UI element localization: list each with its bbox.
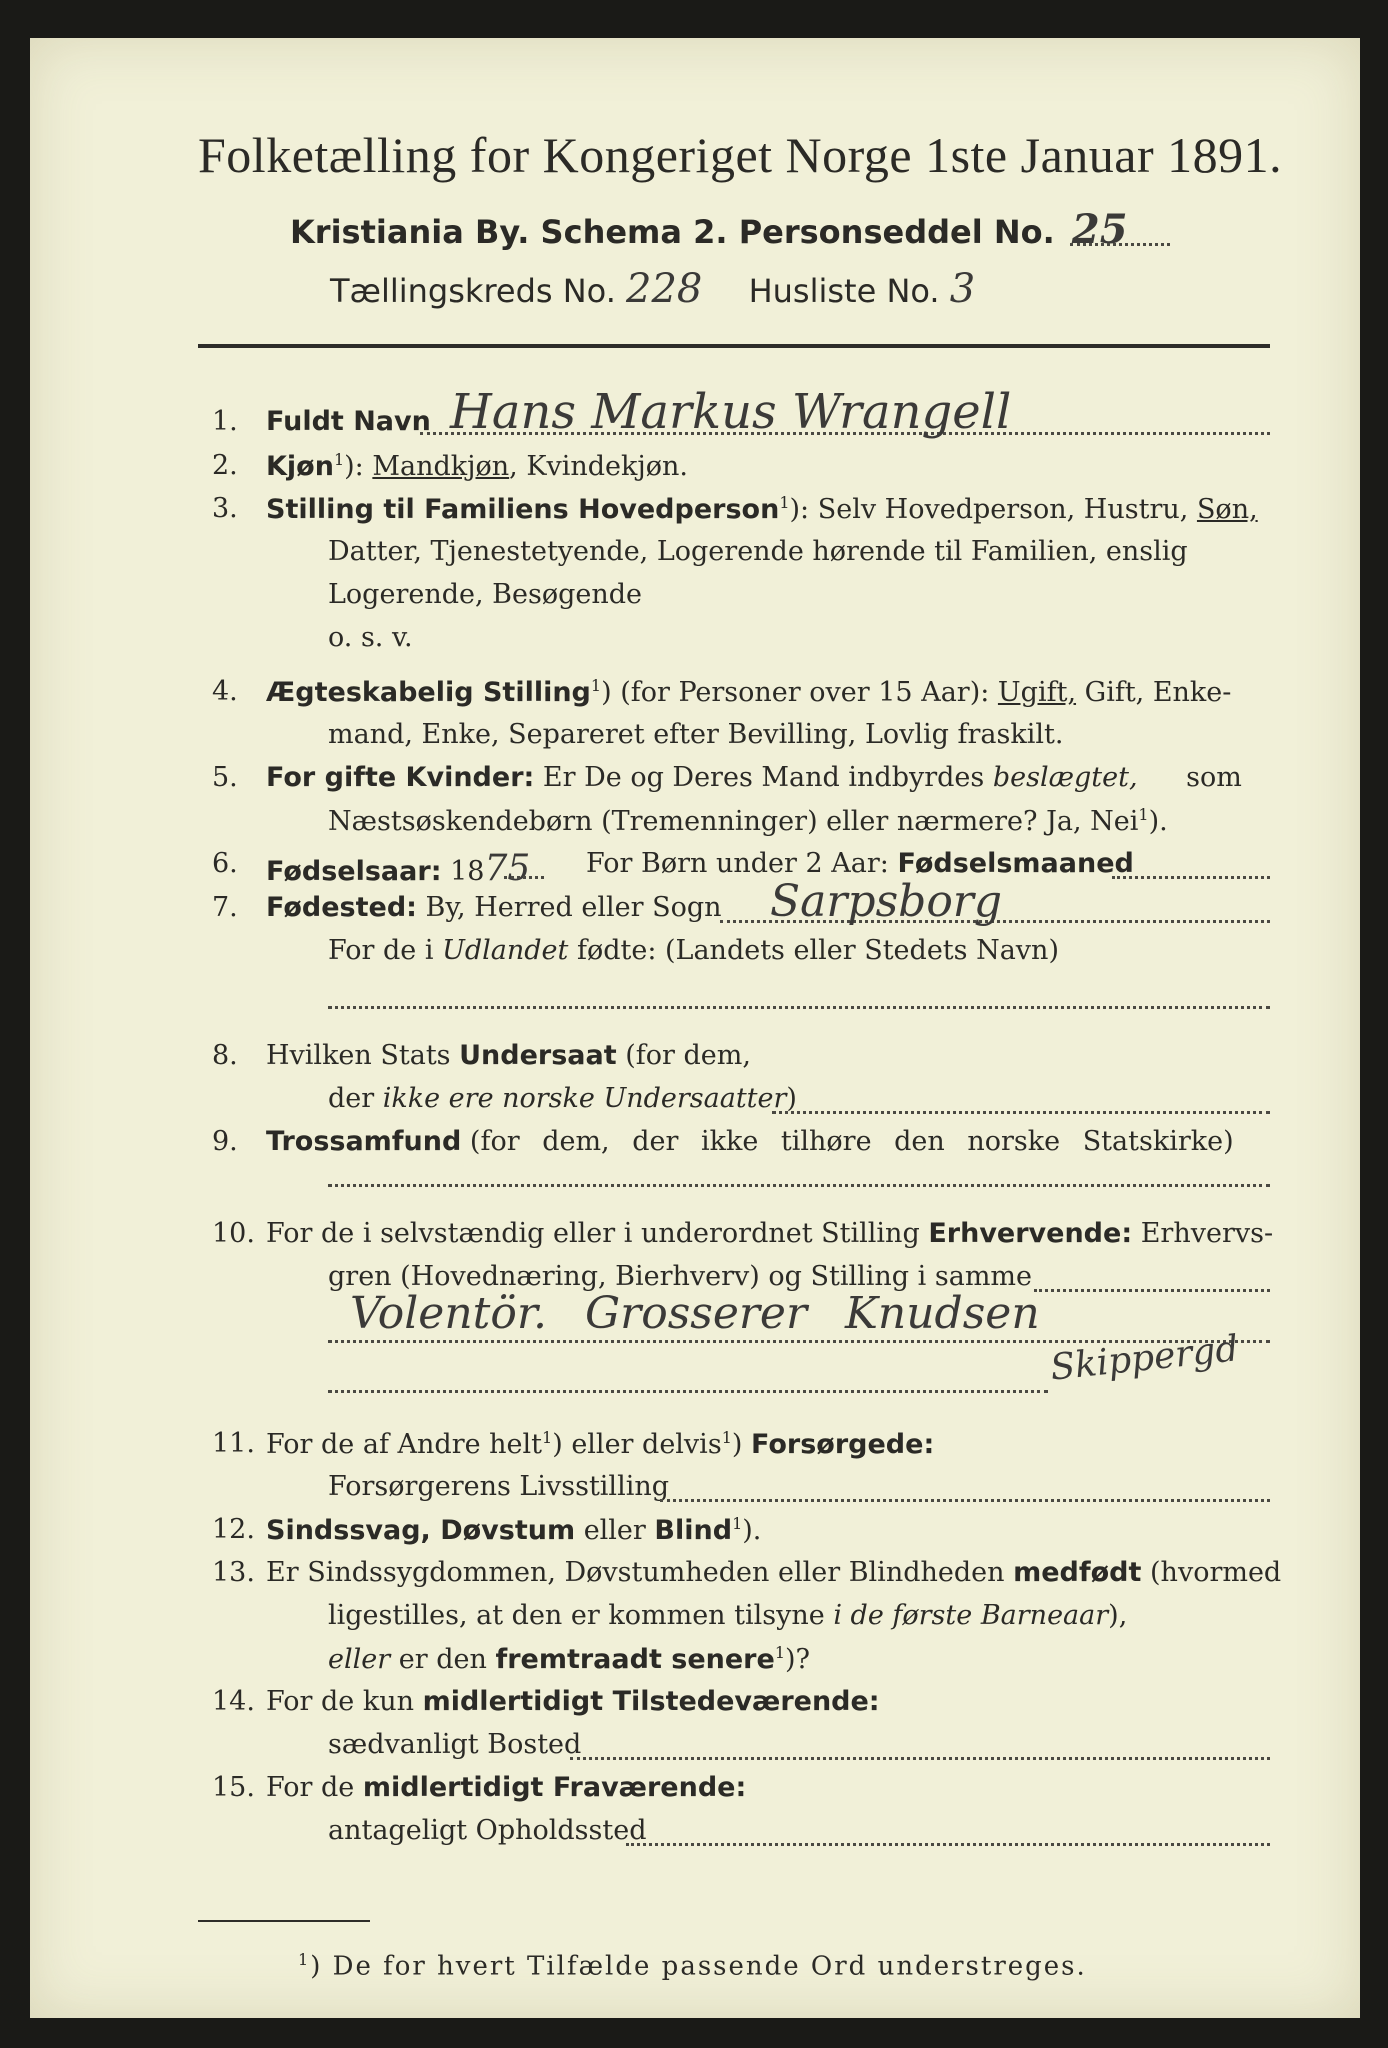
- row-fravaerende: [266, 1772, 746, 1803]
- footnote-mark: 1: [333, 450, 345, 469]
- footnote-rule: [198, 1920, 370, 1922]
- fravaer-line2: antageligt Opholdssted: [328, 1815, 647, 1846]
- fill-line: [1034, 1289, 1270, 1292]
- option-ugift-selected: Ugift,: [997, 677, 1077, 708]
- option-mandkjon-selected: Mandkjøn: [372, 451, 510, 482]
- fill-line: [504, 876, 544, 879]
- form-title: Folketælling for Kongeriget Norge 1ste Januar 1891.: [198, 127, 1283, 183]
- forsorg-text-c: ): [731, 1429, 743, 1460]
- year-prefix: 18: [450, 856, 485, 887]
- schema-line: [290, 206, 1128, 253]
- stilling-options: ): Selv Hovedperson, Hustru,: [789, 494, 1189, 525]
- label-fravaerende: midlertidigt Fraværende:: [362, 1772, 747, 1803]
- item-number: 1.: [212, 406, 238, 437]
- trossamfund-text: (for dem, der ikke tilhøre den norske Statskirke): [469, 1126, 1234, 1157]
- label-forsorgede: Forsørgede:: [751, 1429, 935, 1460]
- undersaat-line2: [328, 1083, 797, 1114]
- aegteskab-line2: mand, Enke, Separeret efter Bevilling, Lovlig fraskilt.: [328, 719, 1064, 750]
- row-fodselsaar: [266, 848, 530, 889]
- row-aegteskab: [266, 676, 1231, 708]
- medfodt-line2-end: ),: [1108, 1600, 1128, 1631]
- label-fuldt-navn: Fuldt Navn: [266, 406, 431, 437]
- label-aegteskab: Ægteskabelig Stilling: [266, 677, 591, 708]
- tilstede-text: For de kun: [266, 1686, 414, 1717]
- item-number: 4.: [212, 676, 238, 707]
- item-number: 11.: [212, 1428, 255, 1459]
- label-trossamfund: Trossamfund: [266, 1126, 462, 1157]
- row-fodested: [266, 892, 722, 923]
- fill-line: [328, 1006, 1270, 1009]
- medfodt-line3-end: )?: [785, 1644, 811, 1675]
- fill-line: [570, 1757, 1270, 1760]
- kreds-line: [330, 266, 975, 312]
- option-son-selected: Søn,: [1196, 494, 1258, 525]
- footnote-mark: 1: [721, 1428, 732, 1447]
- item-number: 8.: [212, 1040, 238, 1071]
- husliste-label: Husliste No.: [748, 272, 940, 310]
- row-erhvervende: [266, 1218, 1273, 1249]
- fill-line: [1112, 876, 1270, 879]
- row-stilling: [266, 493, 1258, 525]
- stilling-line2: Datter, Tjenestetyende, Logerende hørende til Familien, enslig: [328, 536, 1188, 567]
- undersaat-close: ): [786, 1083, 797, 1114]
- label-blind: Blind: [654, 1515, 733, 1546]
- item-number: 7.: [212, 892, 238, 923]
- gifte-line2: Næstsøskendebørn (Tremenninger) eller nærmere? Ja, Nei$^1$).: [328, 805, 1168, 837]
- footnote-mark: 1: [732, 1514, 743, 1533]
- undersaat-der: der: [328, 1083, 375, 1114]
- item-number: 2.: [212, 450, 238, 481]
- label-fodselsaar: Fødselsaar:: [266, 856, 442, 887]
- medfodt-text: Er Sindssygdommen, Døvstumheden eller Blindheden: [266, 1557, 1005, 1588]
- label-tilstede: midlertidigt Tilstedeværende:: [422, 1686, 880, 1717]
- medfodt-eller: eller: [328, 1644, 391, 1675]
- gifte-text-end: som: [1186, 762, 1242, 793]
- label-stilling: Stilling til Familiens Hovedperson: [266, 494, 780, 525]
- label-sindssvag: Sindssvag, Døvstum: [266, 1515, 576, 1546]
- footnote-mark: 1: [779, 493, 790, 512]
- item-number: 10.: [212, 1218, 255, 1249]
- gifte-text: Er De og Deres Mand indbyrdes: [542, 762, 985, 793]
- medfodt-line2: [328, 1600, 1127, 1631]
- row-sindssvag: [266, 1514, 761, 1546]
- taellingskreds-label: Tællingskreds No.: [330, 272, 616, 310]
- gifte-line2-text: Næstsøskendebørn (Tremenninger) eller nærmere? Ja, Nei: [328, 806, 1139, 837]
- header-rule: [198, 344, 1270, 348]
- footnote-mark: 1: [590, 676, 602, 695]
- stilling-line3: Logerende, Besøgende: [328, 579, 642, 610]
- footnote-mark: 1: [542, 1428, 553, 1447]
- personseddel-dots: [1070, 243, 1170, 246]
- erhverv-text-end: Erhvervs-: [1140, 1218, 1274, 1249]
- item-number: 13.: [212, 1557, 255, 1588]
- label-fremtraadt: fremtraadt senere: [495, 1644, 775, 1675]
- item-number: 14.: [212, 1686, 255, 1717]
- options-rest: , Kvindekjøn.: [509, 451, 688, 482]
- medfodt-text-end: (hvormed: [1150, 1557, 1282, 1588]
- row-gifte-kvinder: [266, 762, 1242, 793]
- medfodt-line3: eller er den fremtraadt senere$^1$)?: [328, 1643, 811, 1675]
- fill-line: [328, 1390, 1048, 1393]
- label-undersaat: Undersaat: [459, 1040, 617, 1071]
- fodested-line2: [328, 935, 1059, 966]
- undersaat-text-end: (for dem,: [625, 1040, 751, 1071]
- row-kjon: Kjøn$^1$): Mandkjøn, Kvindekjøn.: [266, 450, 688, 482]
- husliste-number: 3: [949, 266, 976, 312]
- value-birth-year: 75: [484, 848, 531, 889]
- item-number: 12.: [212, 1514, 255, 1545]
- aegteskab-text: ) (for Personer over 15 Aar):: [601, 677, 990, 708]
- census-form: [30, 38, 1360, 2018]
- row-undersaat: [266, 1040, 751, 1071]
- tilstede-line2: sædvanligt Bosted: [328, 1729, 582, 1760]
- value-occupation: Volentör. Grosserer Knudsen: [350, 1288, 1040, 1339]
- fravaer-text: For de: [266, 1772, 355, 1803]
- label-kjon: Kjøn: [266, 451, 334, 482]
- forsorg-text-b: ) eller delvis: [552, 1429, 722, 1460]
- fodsel-mid-text: For Børn under 2 Aar:: [586, 848, 889, 879]
- gifte-line2-end: ).: [1148, 806, 1168, 837]
- label-medfodt: medfødt: [1013, 1557, 1142, 1588]
- schema-line-text: Kristiania By. Schema 2. Personseddel No.: [290, 213, 1055, 251]
- medfodt-line3-text: er den: [398, 1644, 487, 1675]
- fill-line: [328, 1184, 1270, 1187]
- udland-text: For de i: [328, 935, 434, 966]
- label-fodselsmaaned: Fødselsmaaned: [897, 848, 1134, 879]
- erhverv-line2: gren (Hovednæring, Bierhverv) og Stilling i samme: [328, 1261, 1033, 1292]
- sindssvag-eller: eller: [583, 1515, 646, 1546]
- label-fodested: Fødested:: [266, 892, 417, 923]
- label-erhvervende: Erhvervende:: [928, 1218, 1133, 1249]
- item-number: 9.: [212, 1126, 238, 1157]
- personseddel-number: 25: [1071, 206, 1128, 253]
- taellingskreds-number: 228: [626, 266, 703, 312]
- row-fodselsmaaned: [586, 848, 1134, 879]
- erhverv-text: For de i selvstændig eller i underordnet Stilling: [266, 1218, 920, 1249]
- fill-line: [772, 1111, 1270, 1114]
- footnote: [298, 1950, 1087, 1982]
- undersaat-italic: ikke ere norske Undersaatter: [382, 1083, 787, 1114]
- aegteskab-rest: Gift, Enke-: [1084, 677, 1232, 708]
- value-birthplace: Sarpsborg: [770, 876, 1003, 927]
- row-tilstede: [266, 1686, 880, 1717]
- fodested-text: By, Herred eller Sogn: [425, 892, 722, 923]
- footnote-mark: 1: [298, 1950, 311, 1969]
- value-occupation-address: Skippergd: [1048, 1328, 1241, 1389]
- row-forsorgede: [266, 1428, 934, 1460]
- row-medfodt: [266, 1557, 1281, 1588]
- forsorg-line2: Forsørgerens Livsstilling: [328, 1471, 670, 1502]
- item-number: 3.: [212, 493, 238, 524]
- label-gifte-kvinder: For gifte Kvinder:: [266, 762, 535, 793]
- gifte-italic: beslægtet,: [992, 762, 1138, 793]
- value-full-name: Hans Markus Wrangell: [450, 384, 1012, 440]
- udland-text-end: fødte: (Landets eller Stedets Navn): [576, 935, 1059, 966]
- medfodt-line2-text: ligestilles, at den er kommen tilsyne: [328, 1600, 825, 1631]
- forsorg-text-a: For de af Andre helt: [266, 1429, 543, 1460]
- item-number: 5.: [212, 762, 238, 793]
- undersaat-text: Hvilken Stats: [266, 1040, 451, 1071]
- udland-italic: Udlandet: [442, 935, 569, 966]
- fill-line: [660, 1499, 1270, 1502]
- item-number: 6.: [212, 848, 238, 879]
- sindssvag-end: ).: [742, 1515, 762, 1546]
- item-number: 15.: [212, 1772, 255, 1803]
- row-trossamfund: [266, 1126, 1234, 1157]
- stilling-line4: o. s. v.: [328, 622, 413, 653]
- footnote-text: ) De for hvert Tilfælde passende Ord understreges.: [310, 1951, 1087, 1982]
- fill-line: [626, 1843, 1270, 1846]
- medfodt-line2-italic: i de første Barneaar: [833, 1600, 1109, 1631]
